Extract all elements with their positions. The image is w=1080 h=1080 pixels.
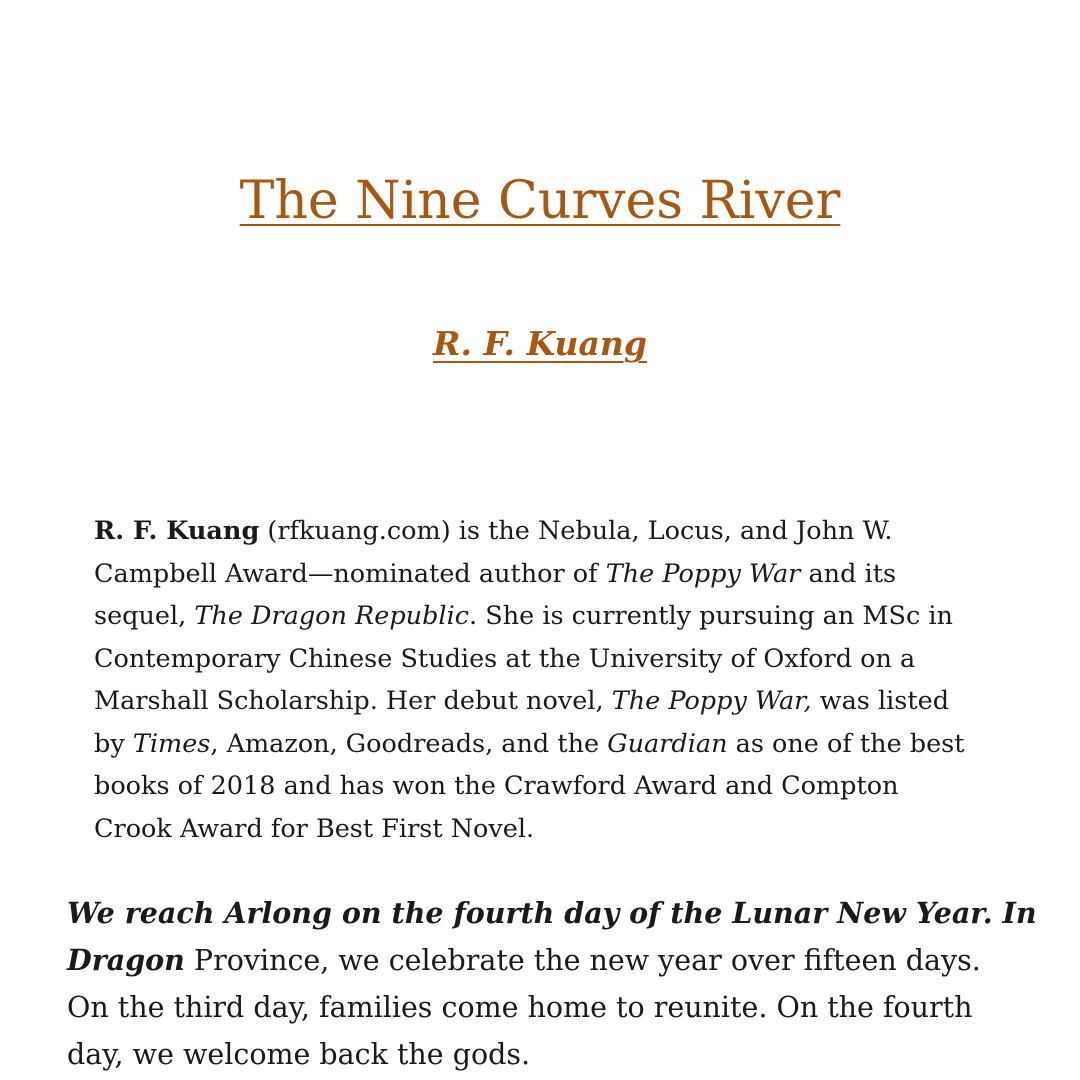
bio-line: Marshall Scholarship. Her debut novel, The Poppy War, was listed (94, 686, 950, 716)
author-link[interactable]: R. F. Kuang (433, 324, 647, 363)
bio-author-name: R. F. Kuang (94, 516, 260, 546)
story-line: On the third day, families come home to reunite. On the fourth (67, 991, 973, 1024)
bio-line: Crook Award for Best First Novel. (94, 813, 535, 844)
story-title (0, 168, 1080, 234)
bio-line: books of 2018 and has won the Crawford Award and Compton (94, 771, 899, 801)
story-lead-in: We reach Arlong on the fourth day of the Lunar New Year. In (67, 896, 1037, 930)
bio-line: Campbell Award—nominated author of The Poppy War and its (94, 558, 897, 589)
bio-line: Contemporary Chinese Studies at the University of Oxford on a (94, 643, 916, 674)
story-line: day, we welcome back the gods. (67, 1038, 531, 1071)
book-title: The Poppy War (605, 558, 801, 589)
bio-line: by Times, Amazon, Goodreads, and the Guardian as one of the best (94, 728, 965, 759)
publication-name: Guardian (607, 728, 728, 759)
story-author (0, 320, 1080, 368)
story-opening-paragraph (67, 890, 1057, 1078)
bio-line: sequel, The Dragon Republic. She is currently pursuing an MSc in (94, 601, 953, 631)
bio-line: R. F. Kuang (rfkuang.com) is the Nebula, Locus, and John W. (94, 516, 893, 546)
story-title-link[interactable]: The Nine Curves River (239, 171, 841, 231)
book-title: The Poppy War, (611, 686, 812, 716)
story-lead-in: Dragon (67, 943, 185, 977)
book-title: The Dragon Republic (194, 601, 470, 631)
story-line (67, 890, 1057, 937)
publication-name: Times (132, 728, 211, 759)
author-bio (94, 510, 994, 850)
story-line: Dragon Province, we celebrate the new year over fifteen days. (67, 943, 981, 977)
